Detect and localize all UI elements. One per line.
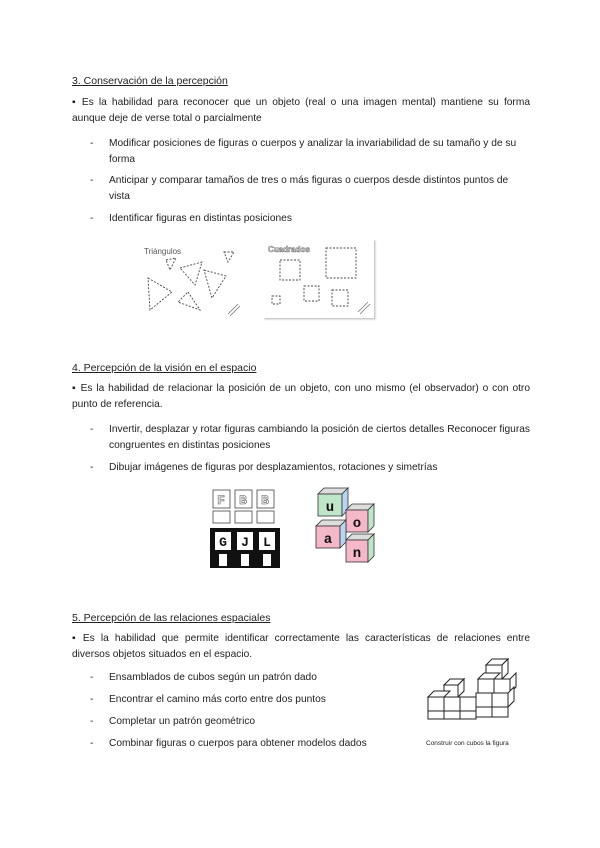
list-item: - Encontrar el camino más corto entre dos puntos [90, 694, 326, 705]
bullet-marker: ▪ [72, 383, 77, 394]
cube-assembly-figure [424, 655, 524, 723]
squares-figure [264, 240, 375, 319]
section-3-paragraph: ▪ Es la habilidad para reconocer que un objeto (real o una imagen mental) mantiene su forma aunque deje de verse total o parcialmente [72, 97, 530, 124]
figure-caption: Construir con cubos la figura [426, 740, 509, 747]
list-item: - Identificar figuras en distintas posiciones [90, 213, 292, 224]
list-item: - Modificar posiciones de figuras o cuerpos y analizar la invariabilidad de su tamaño y de su forma [90, 138, 517, 165]
letter-b: B [261, 493, 269, 508]
section-3-heading: 3. Conservación de la percepción [72, 75, 228, 87]
letter-j: J [241, 535, 249, 550]
letter-grid-figure [210, 486, 282, 568]
list-item: - Ensamblados de cubos según un patrón dado [90, 672, 317, 683]
letter-g: G [219, 535, 227, 550]
triangles-figure [140, 240, 245, 320]
list-item: - Dibujar imágenes de figuras por desplazamientos, rotaciones y simetrías [90, 462, 438, 473]
letter-cubes-figure [308, 486, 380, 566]
letter-l: L [263, 535, 271, 550]
letter-f: F [217, 493, 225, 508]
squares-label: Cuadrados [268, 245, 310, 254]
cube-letter-a: a [323, 532, 333, 548]
cube-letter-o: o [352, 516, 362, 532]
section-4-heading: 4. Percepción de la visión en el espacio [72, 362, 257, 374]
list-item: - Completar un patrón geométrico [90, 716, 256, 727]
list-item: - Combinar figuras o cuerpos para obtener modelos dados [90, 738, 367, 749]
letter-b: B [239, 493, 247, 508]
cube-letter-u: u [325, 500, 335, 516]
pencil-icon [228, 304, 240, 316]
section-5-paragraph: ▪ Es la habilidad que permite identificar correctamente las características de relaciones entre diversos objetos situados en el espacio. [72, 633, 530, 660]
bullet-marker: ▪ [72, 633, 79, 644]
pencil-icon [358, 302, 370, 314]
list-item: - Anticipar y comparar tamaños de tres o más figuras o cuerpos desde distintos puntos de vista [90, 175, 509, 202]
section-5-heading: 5. Percepción de las relaciones espaciales [72, 612, 271, 624]
triangles-label: Triángulos [144, 247, 182, 256]
section-4-paragraph: ▪ Es la habilidad de relacionar la posición de un objeto, con uno mismo (el observador) o con otro punto de referencia. [72, 383, 530, 410]
list-item: - Invertir, desplazar y rotar figuras cambiando la posición de ciertos detalles Reconocer figuras congruentes en distintas posiciones [90, 424, 530, 451]
bullet-marker: ▪ [72, 97, 78, 108]
cube-letter-n: n [352, 546, 362, 562]
